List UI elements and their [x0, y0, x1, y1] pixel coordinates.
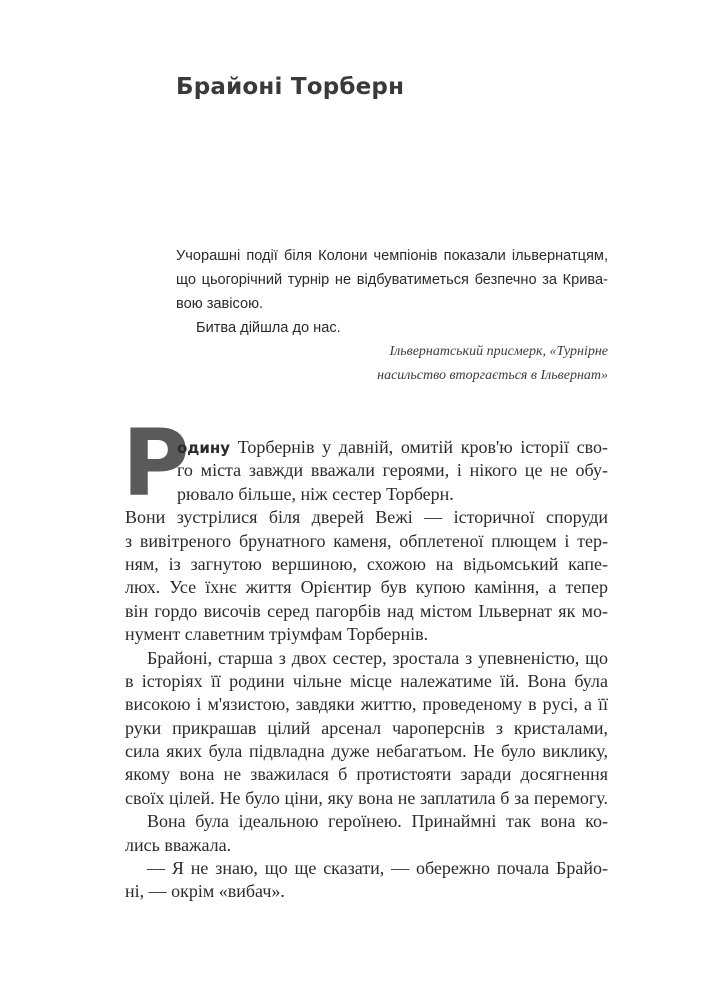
epigraph-line: вою завісою.	[176, 296, 264, 312]
body-line: високою і м'язистою, завдяки життю, проведеному в русі, а її	[125, 694, 608, 715]
epigraph-attribution	[377, 340, 608, 388]
body-line: люх. Усе їхнє життя Орієнтир був купою каміння, а тепер	[125, 577, 608, 598]
body-line: — Я не знаю, що ще сказати, — обережно почала Брайо-	[147, 858, 608, 879]
body-line: руки прикрашав цілий арсенал чароперснів з кристалами,	[125, 717, 608, 738]
body-line: своїх цілей. Не було ціни, яку вона не заплатила б за перемогу.	[125, 787, 608, 808]
lead-word: одину	[177, 439, 231, 457]
body-line: з вивітреного брунатного каменя, обплетеної плющем і тер-	[125, 530, 608, 551]
body-text	[125, 436, 608, 904]
first-line-rest: Торбернів у давній, омитій кров'ю історії сво-	[230, 437, 608, 457]
body-line: Вони зустрілися біля дверей Вежі — історичної споруди	[125, 507, 608, 528]
body-line: ням, із загнутою вершиною, схожою на відьомський капе-	[125, 553, 608, 574]
epigraph-line: Битва дійшла до нас.	[196, 320, 341, 336]
drop-cap: Р	[122, 410, 190, 517]
body-line: сила яких була підвладна дуже небагатьом. Не було виклику,	[125, 741, 608, 762]
body-line	[177, 436, 608, 459]
epigraph-line: що цьогорічний турнір не відбуватиметься безпечно за Крива-	[176, 272, 608, 288]
chapter-title: Брайоні Торберн	[176, 74, 405, 100]
epigraph	[176, 244, 608, 340]
body-line: він гордо височів серед пагорбів над містом Ільвернат як мо-	[125, 600, 608, 621]
body-line: ні, — окрім «вибач».	[125, 881, 285, 902]
body-line: Брайоні, старша з двох сестер, зростала з упевненістю, що	[147, 647, 608, 668]
attribution-line: Ільвернатський присмерк, «Турнірне	[389, 344, 608, 359]
body-line: в історіях її родини чільне місце належатиме їй. Вона була	[125, 670, 608, 691]
body-line: якому вона не зважилася б протистояти заради досягнення	[125, 764, 608, 785]
body-line: рювало більше, ніж сестер Торберн.	[177, 483, 454, 504]
body-line: лись вважала.	[125, 834, 232, 855]
epigraph-line: Учорашні події біля Колони чемпіонів показали ільвернатцям,	[176, 248, 608, 264]
body-line: го міста завжди вважали героями, і нікого це не обу-	[177, 460, 608, 481]
attribution-line: насильство вторгається в Ільвернат»	[377, 368, 608, 383]
body-line: Вона була ідеальною героїнею. Принаймні так вона ко-	[147, 811, 608, 832]
body-line: нумент славетним тріумфам Торбернів.	[125, 624, 429, 645]
